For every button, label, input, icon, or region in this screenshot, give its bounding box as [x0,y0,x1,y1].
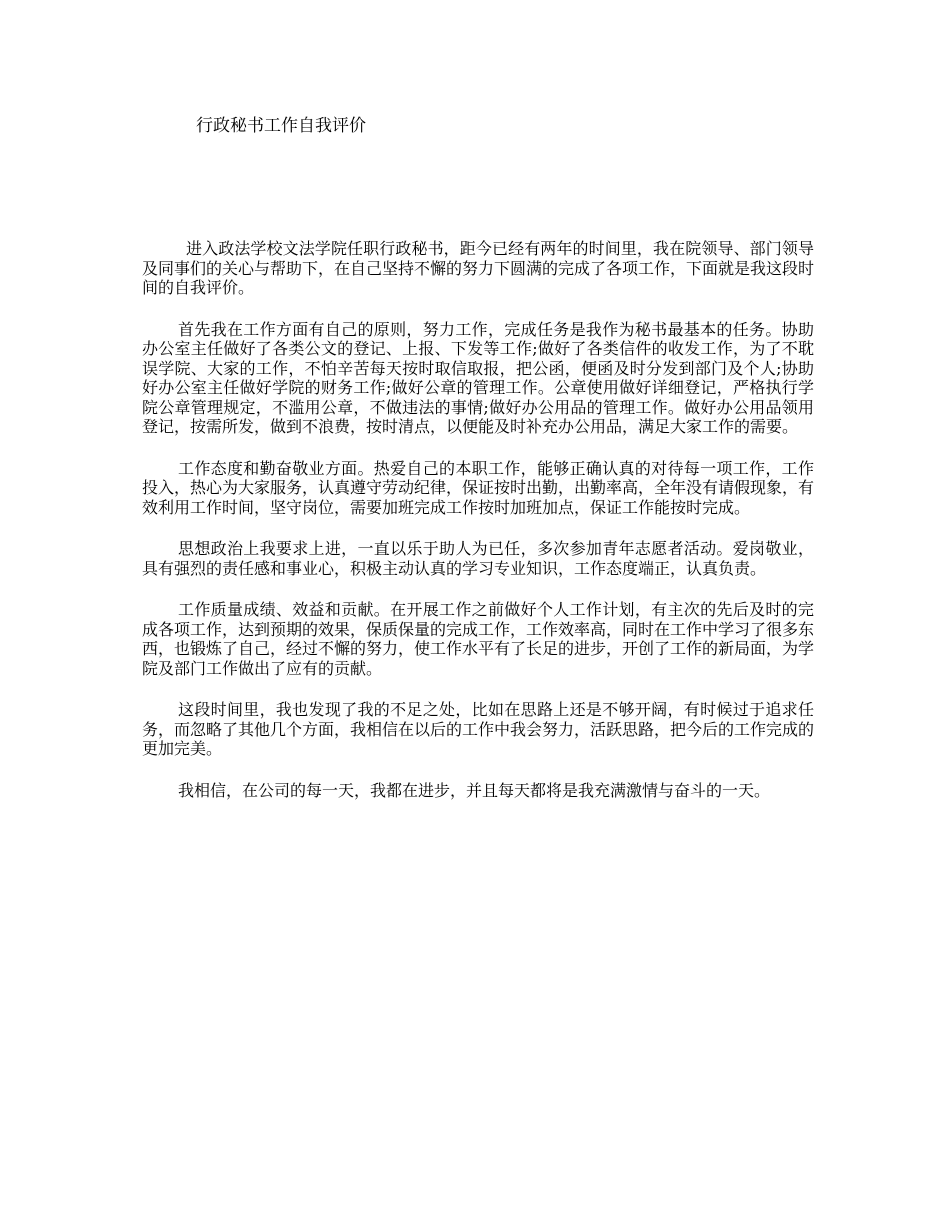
document-body [142,239,814,822]
document-title: 行政秘书工作自我评价 [196,116,366,136]
paragraph-conclusion: 我相信，在公司的每一天，我都在进步，并且每天都将是我充满激情与奋斗的一天。 [178,780,771,800]
paragraph-work-principles: 首先我在工作方面有自己的原则，努力工作，完成任务是我作为秘书最基本的任务。协助办公室主任做好了各类公文的登记、上报、下发等工作;做好了各类信件的收发工作，为了不耽误学院、大家的工作，不怕辛苦每天按时取信取报，把公函，便函及时分发到部门及个人;协助好办公室主任做好学院的财务工作;做好公章的管理工作。公章使用做好详细登记，严格执行学院公章管理规定，不滥用公章，不做违法的事情;做好办公用品的管理工作。做好办公用品领用登记，按需所发，做到不浪费，按时清点，以便能及时补充办公用品，满足大家工作的需要。 [142,319,814,436]
paragraph-intro: 进入政法学校文法学院任职行政秘书，距今已经有两年的时间里，我在院领导、部门领导及同事们的关心与帮助下，在自己坚持不懈的努力下圆满的完成了各项工作，下面就是我这段时间的自我评价。 [142,239,815,297]
paragraph-work-quality: 工作质量成绩、效益和贡献。在开展工作之前做好个人工作计划，有主次的先后及时的完成各项工作，达到预期的效果，保质保量的完成工作，工作效率高，同时在工作中学习了很多东西，也锻炼了自己，经过不懈的努力，使工作水平有了长足的进步，开创了工作的新局面，为学院及部门工作做出了应有的贡献。 [142,600,815,678]
paragraph-shortcomings: 这段时间里，我也发现了我的不足之处，比如在思路上还是不够开阔，有时候过于追求任务，而忽略了其他几个方面，我相信在以后的工作中我会努力，活跃思路，把今后的工作完成的更加完美。 [142,700,815,758]
paragraph-political-thought: 思想政治上我要求上进，一直以乐于助人为已任，多次参加青年志愿者活动。爱岗敬业，具有强烈的责任感和事业心，积极主动认真的学习专业知识，工作态度端正，认真负责。 [142,539,814,578]
paragraph-work-attitude: 工作态度和勤奋敬业方面。热爱自己的本职工作，能够正确认真的对待每一项工作，工作投入，热心为大家服务，认真遵守劳动纪律，保证按时出勤，出勤率高，全年没有请假现象，有效利用工作时间，坚守岗位，需要加班完成工作按时加班加点，保证工作能按时完成。 [142,458,815,517]
